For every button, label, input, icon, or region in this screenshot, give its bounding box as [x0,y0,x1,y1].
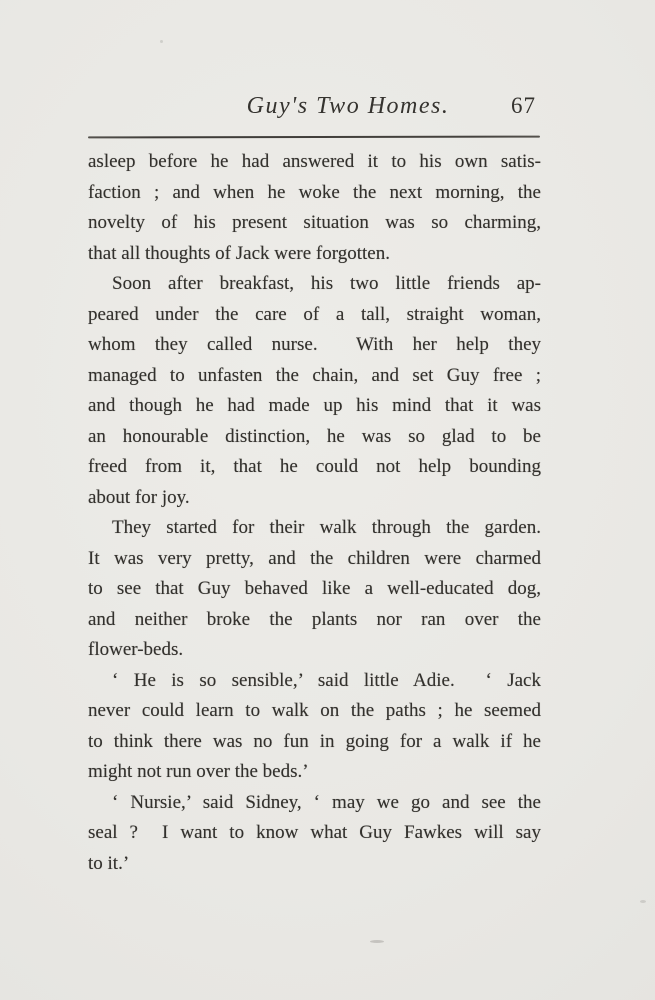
text-line: that all thoughts of Jack were forgotten. [88,242,390,264]
scan-speck [370,940,384,943]
paragraph [88,513,541,666]
page-number: 67 [511,93,536,118]
paragraph [88,788,541,880]
text-line: ‘ He is so sensible,’ said little Adie. ‘ Jack [112,669,541,691]
text-line: and neither broke the plants nor ran over the [88,608,541,630]
text-line: It was very pretty, and the children were charmed [88,547,541,569]
text-line: to think there was no fun in going for a walk if he [88,730,541,752]
text-line: never could learn to walk on the paths ; he seemed [88,700,541,721]
text-line: to see that Guy behaved like a well-educated dog, [88,578,541,599]
text-line: asleep before he had answered it to his own satis- [88,151,541,172]
text-block [88,147,541,879]
text-line: to it.’ [88,852,130,874]
text-line: peared under the care of a tall, straight woman, [88,303,541,325]
page-title: Guy's Two Homes. [246,93,450,119]
scan-speck [640,900,646,903]
text-line: whom they called nurse. With her help they [88,334,541,355]
text-line: and though he had made up his mind that it was [88,395,541,416]
text-line: an honourable distinction, he was so glad to be [88,425,541,447]
text-line: about for joy. [88,486,190,508]
text-line: might not run over the beds.’ [88,761,309,782]
text-line: They started for their walk through the garden. [112,517,541,538]
text-line: seal ? I want to know what Guy Fawkes will say [88,822,541,843]
text-line: freed from it, that he could not help bounding [88,456,541,477]
paragraph [88,269,541,513]
text-line: ‘ Nursie,’ said Sidney, ‘ may we go and see the [112,791,541,813]
running-header [88,93,540,129]
text-line: faction ; and when he woke the next morning, the [88,181,541,203]
text-line: novelty of his present situation was so charming, [88,212,541,233]
header-rule [88,136,540,139]
scan-speck [160,40,163,43]
text-line: managed to unfasten the chain, and set Guy free ; [88,364,541,386]
paragraph [88,666,541,788]
paragraph [88,147,541,269]
text-line: flower-beds. [88,639,184,660]
text-line: Soon after breakfast, his two little friends ap- [112,273,541,294]
